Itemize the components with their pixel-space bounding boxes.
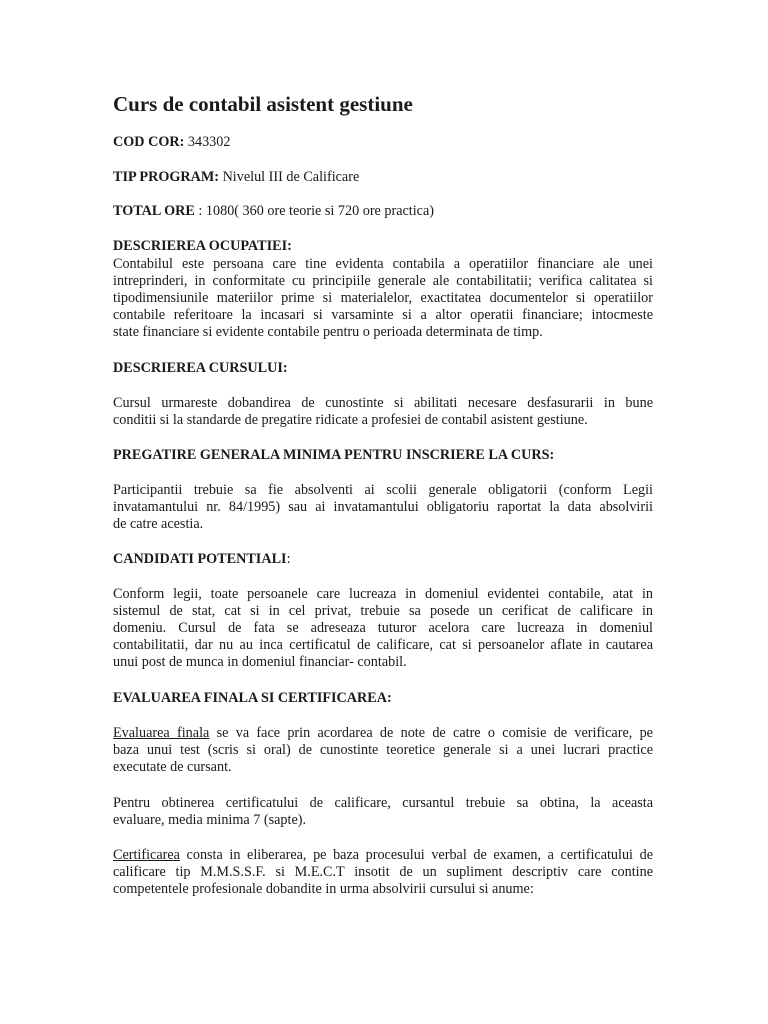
paragraph-line: Pentru obtinerea certificatului de calificare, cursantul trebuie sa obtina, la aceasta <box>113 795 653 811</box>
candidati-heading <box>113 551 291 568</box>
tip-program-value: Nivelul III de Calificare <box>219 169 360 185</box>
paragraph-line: competentele profesionale dobandite in urma absolvirii cursului si anume: <box>113 881 534 897</box>
pregatire-text <box>113 482 653 533</box>
evaluarea-heading: EVALUAREA FINALA SI CERTIFICAREA: <box>113 690 392 706</box>
certificarea-text <box>113 847 653 898</box>
paragraph-line <box>113 725 653 742</box>
paragraph-line: Cursul urmareste dobandirea de cunostinte si abilitati necesare desfasurarii in bune <box>113 395 653 411</box>
total-ore-label: TOTAL ORE <box>113 203 195 219</box>
paragraph-line: conditii si la standarde de pregatire ridicate a profesiei de contabil asistent gestiune. <box>113 412 588 428</box>
obtinere-certificat-text <box>113 795 653 829</box>
paragraph-line: evaluare, media minima 7 (sapte). <box>113 812 307 828</box>
paragraph-line-rest: consta in eliberarea, pe baza procesului verbal de examen, a certificatului de <box>179 847 653 863</box>
cod-cor-label: COD COR: <box>113 134 185 150</box>
descrierea-ocupatiei-text <box>113 256 653 341</box>
paragraph-line: unui post de munca in domeniul financiar- contabil. <box>113 654 407 670</box>
candidati-text <box>113 586 653 671</box>
paragraph-line <box>113 847 653 864</box>
cod-cor-value: 343302 <box>184 134 231 150</box>
descrierea-cursului-heading: DESCRIEREA CURSULUI: <box>113 360 288 376</box>
total-ore-field <box>113 203 434 220</box>
descrierea-cursului-text <box>113 395 653 429</box>
paragraph-line: de catre acestia. <box>113 516 204 532</box>
paragraph-line: state financiare si evidente contabile pentru o perioada determinata de timp. <box>113 324 543 340</box>
paragraph-line: Conform legii, toate persoanele care lucreaza in domeniul evidentei contabile, atat in <box>113 586 653 602</box>
paragraph-line: sistemul de stat, cat si in cel privat, trebuie sa posede un cerificat de calificare in <box>113 603 653 619</box>
evaluarea-finala-text <box>113 725 653 776</box>
evaluarea-finala-term: Evaluarea finala <box>113 725 210 741</box>
paragraph-line: baza unui test (scris si oral) de cunostinte teoretice generale si a unei lucrari practice <box>113 742 653 758</box>
paragraph-line: calificare tip M.M.S.S.F. si M.E.C.T insotit de un supliment descriptiv care contine <box>113 864 653 880</box>
tip-program-label: TIP PROGRAM: <box>113 169 220 185</box>
paragraph-line-rest: se va face prin acordarea de note de catre o comisie de verificare, pe <box>209 725 653 741</box>
document-title: Curs de contabil asistent gestiune <box>113 92 413 116</box>
paragraph-line: Contabilul este persoana care tine evidenta contabila a operatiilor financiare ale unei <box>113 256 653 272</box>
total-ore-value: : 1080( 360 ore teorie si 720 ore practica) <box>194 203 435 219</box>
paragraph-line: contabile referitoare la incasari si varsaminte si a altor operatii financiare; intocmeste <box>113 307 653 323</box>
paragraph-line: Participantii trebuie sa fie absolventi ai scolii generale obligatorii (conform Legii <box>113 482 653 498</box>
pregatire-heading: PREGATIRE GENERALA MINIMA PENTRU INSCRIERE LA CURS: <box>113 447 555 463</box>
descrierea-ocupatiei-heading: DESCRIEREA OCUPATIEI: <box>113 238 292 254</box>
candidati-heading-text: CANDIDATI POTENTIALI <box>113 551 287 567</box>
tip-program-field <box>113 169 359 186</box>
paragraph-line: invatamantului nr. 84/1995) sau ai invatamantului obligatoriu raportat la data absolvirii <box>113 499 653 515</box>
cod-cor-field <box>113 134 230 151</box>
paragraph-line: contabilitatii, dar nu au inca certificatul de calificare, cat si persoanelor aflate in cautarea <box>113 637 653 653</box>
paragraph-line: tipodimensiunile materiilor prime si materialelor, exactitatea documentelor si operatiilor <box>113 290 653 306</box>
certificarea-term: Certificarea <box>113 847 180 863</box>
candidati-heading-colon: : <box>286 551 291 567</box>
paragraph-line: intreprinderi, in conformitate cu principiile generale ale contabilitatii; verifica calitatea si <box>113 273 653 289</box>
paragraph-line: domeniu. Cursul de fata se adreseaza tuturor acelora care lucreaza in domeniul <box>113 620 653 636</box>
paragraph-line: executate de cursant. <box>113 759 232 775</box>
